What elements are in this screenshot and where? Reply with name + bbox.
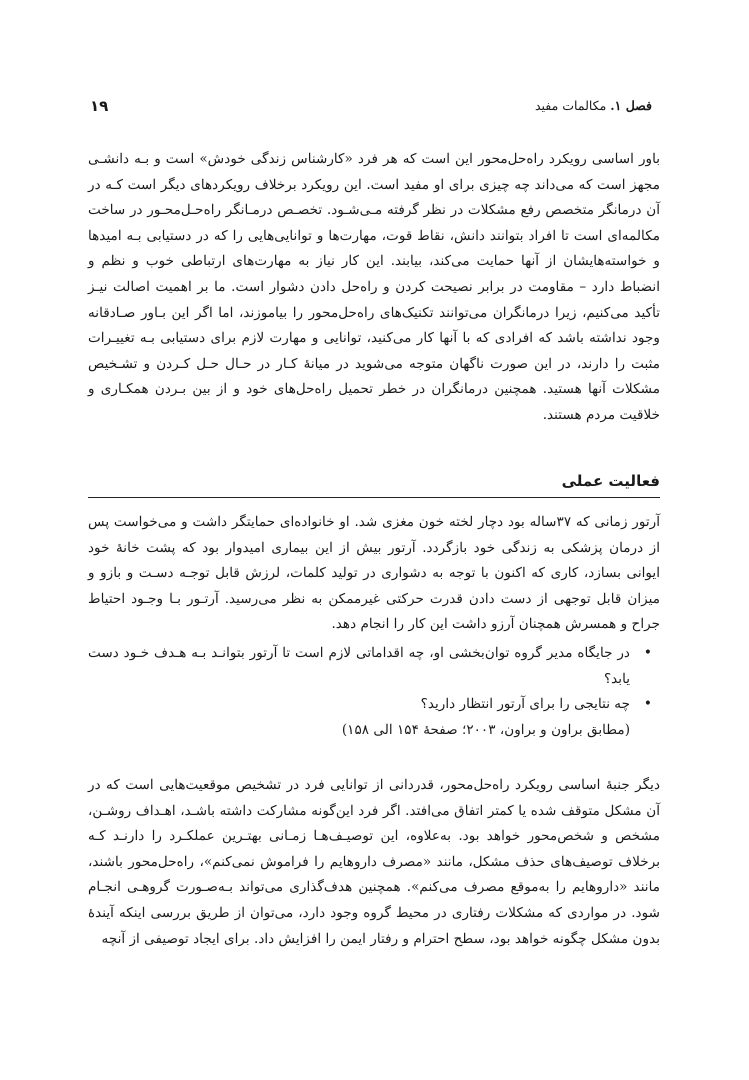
bullet-icon: • <box>643 645 652 661</box>
page-number: ۱۹ <box>90 97 109 115</box>
section-divider <box>88 497 660 498</box>
question-text: چه نتایجی را برای آرتور انتظار دارید؟ <box>420 696 630 713</box>
chapter-title: مکالمات مفید <box>534 98 607 113</box>
running-head <box>535 98 652 113</box>
activity-question-list <box>88 641 660 743</box>
section-heading: فعالیت عملی <box>561 472 660 490</box>
citation: (مطابق براون و براون، ۲۰۰۳؛ صفحهٔ ۱۵۴ الی ۱۵۸) <box>341 721 630 738</box>
list-item <box>88 641 660 692</box>
activity-case-text: آرتور زمانی که ۳۷ساله بود دچار لخته خون مغزی شد. او خانواده‌ای حمایتگر داشت و می‌خواست پس از درمان پزشکی به زندگی خود بازگردد. آرتور بیش از این بیماری امیدوار بود که پشت خانهٔ خود ایوانی بسازد، کاری که اکنون با توجه به دشواری در تولید کلمات، لرزش قابل توجـه دسـت و بازو و میزان قابل توجهی از دست دادن قدرت حرکتی غیرممکن به نظر می‌رسید. آرتـور بـا وجـود احتیاط جراح و همسرش همچنان آرزو داشت این کار را انجام دهد. <box>88 514 661 633</box>
body-paragraph-2: دیگر جنبهٔ اساسی رویکرد راه‌حل‌محور، قدردانی از توانایی فرد در تشخیص موقعیت‌هایی است که در آن مشکل متوقف شده یا کمتر اتفاق می‌افتد. اگر فرد این‌گونه مشارکت داشته باشـد، اهـداف روشـن، مشخص و شخص‌محور خواهد بود. به‌علاوه، این توصیـف‌هـا زمـانی بهتـرین عملکـرد را دارنـد کـه برخلاف توصیف‌های حذف مشکل، مانند «مصرف داروهایم را فراموش نمی‌کنم»، راه‌حل‌محور باشند، مانند «داروهایم را به‌موقع مصرف می‌کنم». همچنین هدف‌گذاری می‌تواند بـه‌صـورت گروهـی انجـام شود. در مواردی که مشکلات رفتاری در محیط گروه وجود دارد، می‌توان از طریق بررسی اینکه آیندهٔ بدون مشکل چگونه خواهد بود، سطح احترام و رفتار ایمن را افزایش داد. برای ایجاد توصیفی از آنچه <box>88 777 660 947</box>
list-item <box>88 692 660 718</box>
bullet-icon: • <box>643 696 652 713</box>
page-header <box>90 97 652 121</box>
question-text: در جایگاه مدیر گروه توان‌بخشی او، چه اقداماتی لازم است تا آرتور بتوانـد بـه هـدف خـود دست یابد؟ <box>88 645 630 687</box>
chapter-label: فصل ۱. <box>610 98 652 113</box>
body-paragraph-1: باور اساسی رویکرد راه‌حل‌محور این است که هر فرد «کارشناس زندگی خودش» است و بـه دانشـی مجهز است که می‌داند چه چیزی برای او مفید است. این رویکرد برخلاف رویکردهای دیگر است کـه در آن درمانگر متخصص رفع مشکلات در نظر گرفته مـی‌شـود. تخصـص درمـانگر راه‌حـل‌محـور در ساخت مکالمه‌ای است تا افراد بتوانند دانش، نقاط قوت، مهارت‌ها و توانایی‌هایی را که در دستیابی بـه امیدها و خواسته‌هایشان از آنها حمایت می‌کند، بیابند. این کار نیاز به مهارت‌های ارتباطی خوب و نظم و انضباط دارد – مقاومت در برابر نصیحت کردن و راه‌حل دادن دشوار است. ما بر اهمیت اصالت نیـز تأکید می‌کنیم، زیرا درمانگران می‌توانند تکنیک‌های راه‌حل‌محور را بیاموزند، اما اگر این بـاور صـادقانه وجود نداشته باشد که افرادی که با آنها کار می‌کنید، توانایی و مهارت لازم برای دستیابی بـه تغییـرات مثبت را دارند، در این صورت ناگهان متوجه می‌شوید در میانهٔ کـار در حـال حـل کـردن و تشـخیص مشکلات آنها هستید. همچنین درمانگران در خطر تحمیل راه‌حل‌های خود و از بین بـردن همکـاری و خلاقیت مردم هستند. <box>88 151 660 423</box>
